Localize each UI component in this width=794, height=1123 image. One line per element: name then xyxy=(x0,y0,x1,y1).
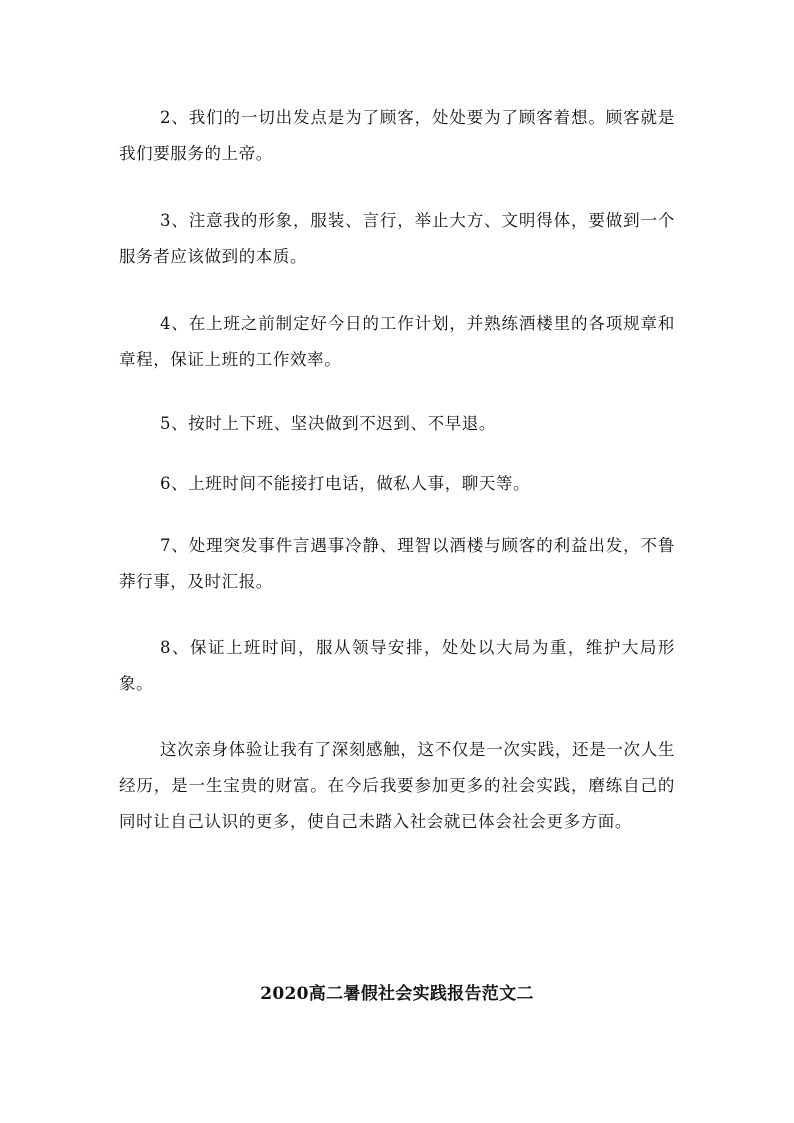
paragraph-conclusion: 这次亲身体验让我有了深刻感触，这不仅是一次实践，还是一次人生经历，是一生宝贵的财富。在今后我要参加更多的社会实践，磨练自己的同时让自己认识的更多，使自己未踏入社会就已体会社会更多方面。 xyxy=(119,740,675,831)
paragraph-item-4: 4、在上班之前制定好今日的工作计划，并熟练酒楼里的各项规章和章程，保证上班的工作效率。 xyxy=(119,314,675,369)
paragraph-item-6: 6、上班时间不能接打电话，做私人事，聊天等。 xyxy=(160,474,531,493)
paragraph-item-8: 8、保证上班时间，服从领导安排，处处以大局为重，维护大局形象。 xyxy=(119,638,675,693)
paragraph-item-5: 5、按时上下班、坚决做到不迟到、不早退。 xyxy=(160,414,496,433)
paragraph-item-7: 7、处理突发事件言遇事冷静、理智以酒楼与顾客的利益出发，不鲁莽行事，及时汇报。 xyxy=(119,536,675,591)
paragraph-item-2: 2、我们的一切出发点是为了顾客，处处要为了顾客着想。顾客就是我们要服务的上帝。 xyxy=(119,108,675,163)
paragraph-item-3: 3、注意我的形象，服装、言行，举止大方、文明得体，要做到一个服务者应该做到的本质。 xyxy=(119,211,675,266)
section-heading: 2020高二暑假社会实践报告范文二 xyxy=(260,984,534,1004)
